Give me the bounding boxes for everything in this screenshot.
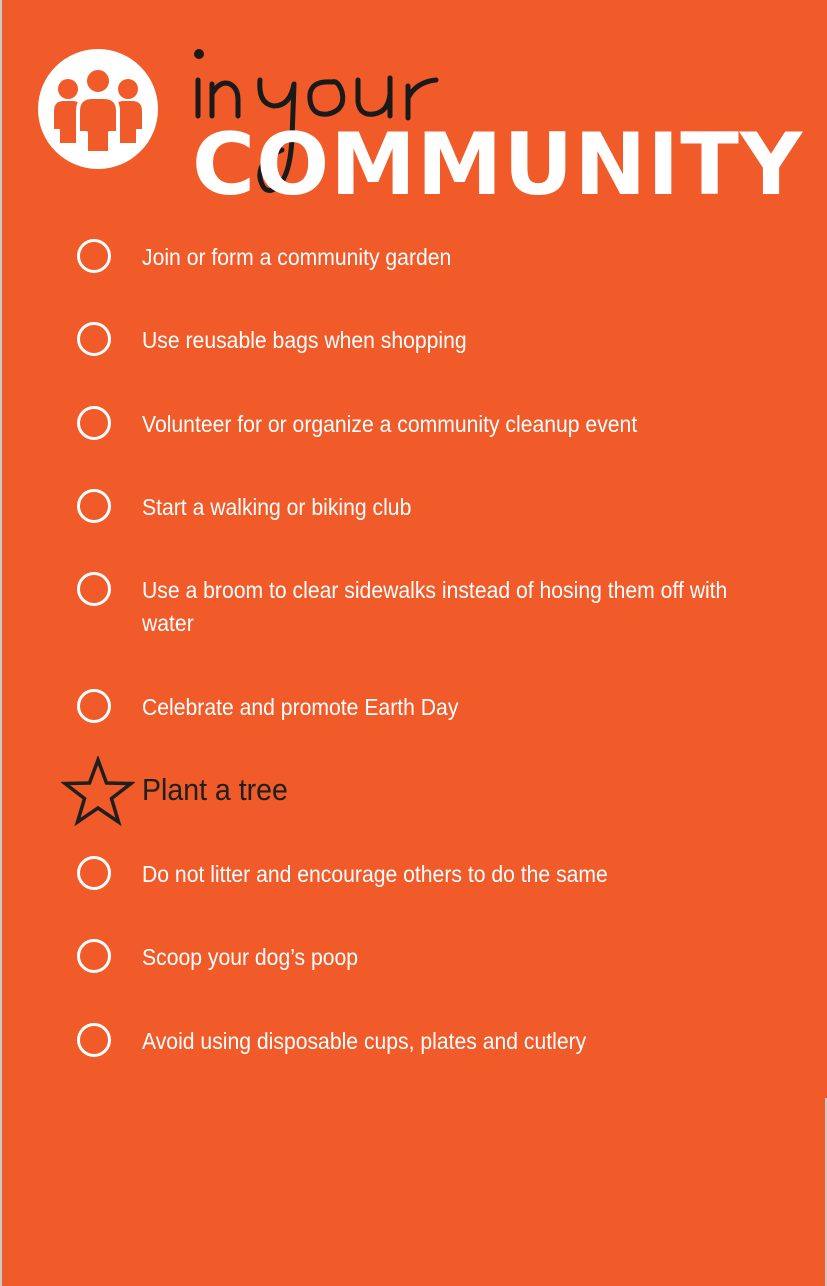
list-item-label: Scoop your dog’s poop — [142, 944, 359, 970]
list-item-label: Celebrate and promote Earth Day — [142, 694, 459, 720]
circle-icon[interactable] — [77, 939, 111, 973]
list-item-label: Plant a tree — [142, 772, 288, 807]
page-title: COMMUNITY — [192, 115, 804, 215]
circle-icon[interactable] — [77, 1023, 111, 1057]
list-item-label: Use reusable bags when shopping — [142, 327, 467, 353]
circle-icon[interactable] — [77, 572, 111, 606]
list-item-label: Start a walking or biking club — [142, 494, 412, 520]
list-item-label: Do not litter and encourage others to do the same — [142, 861, 608, 887]
circle-icon[interactable] — [77, 856, 111, 890]
list-item-label: Join or form a community garden — [142, 244, 452, 270]
star-icon[interactable] — [61, 756, 135, 826]
circle-icon[interactable] — [77, 406, 111, 440]
list-item-label: Volunteer for or organize a community cleanup event — [142, 411, 638, 437]
circle-icon[interactable] — [77, 239, 111, 273]
list-item-label: Avoid using disposable cups, plates and cutlery — [142, 1028, 587, 1054]
circle-icon[interactable] — [77, 322, 111, 356]
list-item-label: Use a broom to clear sidewalks instead of hosing them off with water — [142, 577, 728, 636]
circle-icon[interactable] — [77, 489, 111, 523]
circle-icon[interactable] — [77, 689, 111, 723]
